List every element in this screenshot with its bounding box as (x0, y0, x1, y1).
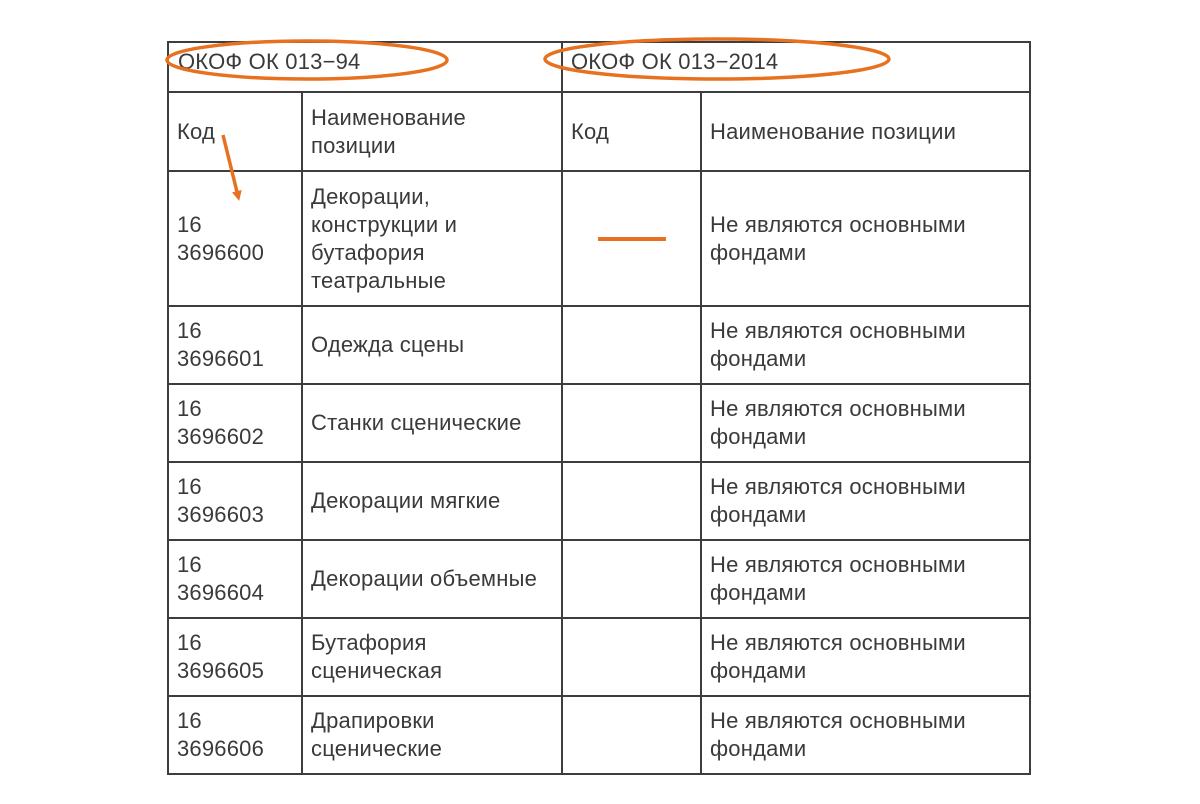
old-code-cell: 16 3696604 (168, 540, 302, 618)
new-name-cell: Не являются основными фондами (701, 384, 1030, 462)
new-name-cell: Не являются основными фондами (701, 540, 1030, 618)
old-name-cell: Бутафория сценическая (302, 618, 562, 696)
new-name-cell: Не являются основными фондами (701, 696, 1030, 774)
header-new-name: Наименование позиции (701, 92, 1030, 171)
table-row (168, 171, 1030, 306)
old-name-cell: Станки сценические (302, 384, 562, 462)
old-code-cell: 16 3696600 (168, 171, 302, 306)
new-code-cell (562, 306, 701, 384)
column-header-row (168, 92, 1030, 171)
old-code-cell: 16 3696606 (168, 696, 302, 774)
old-name-cell: Драпировки сценические (302, 696, 562, 774)
new-code-cell (562, 384, 701, 462)
group-header-old: ОКОФ ОК 013−94 (168, 42, 562, 92)
new-name-cell: Не являются основными фондами (701, 171, 1030, 306)
new-code-cell (562, 171, 701, 306)
header-new-code: Код (562, 92, 701, 171)
table-row (168, 540, 1030, 618)
table-row (168, 696, 1030, 774)
new-code-cell (562, 462, 701, 540)
header-old-name: Наименование позиции (302, 92, 562, 171)
table-row (168, 462, 1030, 540)
group-header-row (168, 42, 1030, 92)
old-code-cell: 16 3696605 (168, 618, 302, 696)
old-code-cell: 16 3696601 (168, 306, 302, 384)
new-code-cell (562, 618, 701, 696)
new-name-cell: Не являются основными фондами (701, 306, 1030, 384)
old-code-cell: 16 3696603 (168, 462, 302, 540)
new-name-cell: Не являются основными фондами (701, 462, 1030, 540)
dash-marker (598, 237, 666, 241)
new-name-cell: Не являются основными фондами (701, 618, 1030, 696)
old-name-cell: Декорации мягкие (302, 462, 562, 540)
okof-comparison-table (167, 41, 1031, 775)
table-row (168, 618, 1030, 696)
table-row (168, 306, 1030, 384)
old-name-cell: Декорации, конструкции и бутафория театральные (302, 171, 562, 306)
new-code-cell (562, 696, 701, 774)
header-old-code: Код (168, 92, 302, 171)
table-row (168, 384, 1030, 462)
old-name-cell: Декорации объемные (302, 540, 562, 618)
group-header-new: ОКОФ ОК 013−2014 (562, 42, 1030, 92)
new-code-cell (562, 540, 701, 618)
old-name-cell: Одежда сцены (302, 306, 562, 384)
old-code-cell: 16 3696602 (168, 384, 302, 462)
